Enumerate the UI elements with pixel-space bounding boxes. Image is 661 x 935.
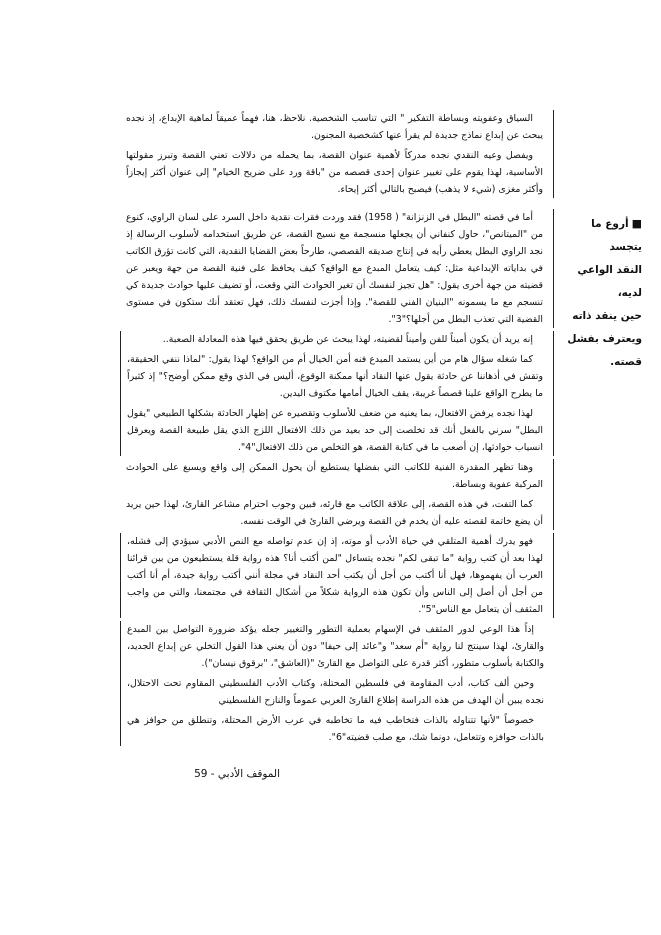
pull-quote-line-5: قصته. <box>610 356 642 368</box>
article-body <box>120 110 548 749</box>
pull-quote-line-3: حين ينقد ذاته <box>572 310 642 322</box>
pull-quote-line-2: النقد الواعي لديه، <box>577 264 642 299</box>
text-block-2 <box>120 209 554 328</box>
paragraph-3: أما في قصته "البطل في الزنزانة" ( 1958) فقد وردت فقرات نقدية داخل السرد على لسان الراوي، كنوع من "الميتانص"، حاول كنفاني أن يجعلها منسجمة مع نسيج القصة، عن طريق استخدامه لأسلوب الرسالة إذ نجد الراوي البطل يعطي رأيه في إنتاج صديقه القصصي، طارحاً بعض القضايا النقدية، التي كانت تؤرق الكاتب في بداياته الإبداعية مثل: كيف يتعامل المبدع مع الواقع؟ كيف يحافظ على فنية القصة من جهة ويعبر عن قضيته من جهة أخرى يقول: "هل تجيز لنفسك أن تغير الحوادث التي وقعت، أو تضيف عليها حوادث جديدة كي تنسجم مع ما يسمونه "البنيان الفني للقصة". وإذا أجزت لنفسك ذلك، فهل تعتقد أنك ستكون في مستوى القضية التي تعذب البطل من أجلها؟"3". <box>126 212 543 325</box>
paragraph-6: لهذا نجده يرفض الافتعال، بما يعنيه من ضعف للأسلوب وتقصيره عن إظهار الحادثة بشكلها الطبيعي "يقول البطل" سرني بالفعل أنك قد تخلصت إلى حد بعيد من ذلك الافتعال اللزج الذي يقل طبيعة القصة ويعرقل انسياب حوادثها، إن أصعب ما في كتابة القصة، هو التخلص من ذلك الافتعال"4". <box>127 408 543 453</box>
pull-quote <box>562 212 642 374</box>
paragraph-10: إذاً هذا الوعي لدور المثقف في الإسهام بعملية التطور والتغيير جعله يؤكد ضرورة التواصل بين المبدع والقارئ، لهذا سينتج لنا رواية "أم سعد" و"عائد إلى حيفا" دون أن يعني هذا القول التخلي عن إبداع الجديد، والكتابة بأسلوب متطور، أكثر قدرة على التواصل مع القارئ "(العاشق"، "برقوق نيسان"). <box>127 624 544 669</box>
text-block-6 <box>120 621 554 746</box>
text-block-1 <box>120 110 554 198</box>
paragraph-5: كما شغله سؤال هام من أين يستمد المبدع فنه أمن الخيال أم من الواقع؟ لهذا يقول: "لماذا ننفي الحقيقة، وتقش في أذهاننا عن حادثة يقول عنها النقاد أنها ممكنة الوقوع، أليس في الذي وقع ممكن أوضح؟" إذ كثيراً ما يطرح الواقع علينا قصصاً غريبة، يقف الخيال أمامها مكتوف اليدين. <box>127 354 543 399</box>
paragraph-7: وهنا تظهر المقدرة الفنية للكاتب التي بفضلها يستطيع أن يحول الممكن إلى واقع ويسبغ على الحوادث المركبة عفوية وبساطة. <box>126 462 543 490</box>
paragraph-1: السياق وعفويته وبساطة التفكير " التي تناسب الشخصية. نلاحظ، هنا، فهماً عميقاً لماهية الإبداع، إذ نجده يبحث عن إبداع نماذج جديدة لم يقرأ عنها كشخصية المجنون. <box>126 113 543 141</box>
paragraph-8: كما التفت، في هذه القصة، إلى علاقة الكاتب مع قارئه، فبين وجوب احترام مشاعر القارئ، لهذا حين يريد أن يضع خاتمة لقصته عليه أن يخدم فن القصة ويرضي القارئ في الوقت نفسه. <box>126 499 543 527</box>
page-footer: الموقف الأدبي - 59 <box>194 768 280 780</box>
text-block-3 <box>120 331 554 456</box>
paragraph-4: إنه يريد أن يكون أميناً للفن وأميناً لقضيته، لهذا يبحث عن طريق يحقق فيها هذه المعادلة الصعبة.. <box>162 334 533 345</box>
pull-quote-line-4: ويعترف بفشل <box>567 333 642 345</box>
paragraph-2: ويفصل وعيه النقدي نجده مدركاً لأهمية عنوان القصة، بما يحمله من دلالات تعني القصة وتبرز مقولتها الأساسية، لهذا يقوم على تغيير عنوان إحدى قصصه من "باقة ورد على ضريح الخيام" إلى عنوان أكثر إيجازاً وأكثر مغزى (شيء لا يذهب) فيصبح بالتالي أكثر إيحاء. <box>126 150 543 195</box>
paragraph-12: خصوصاً "لأنها تتناوله بالذات فتخاطب فيه ما تخاطبه في عرب الأرض المحتلة، وتنطلق من حوافز هي بالذات حوافزه وتتعامل، دونما شك، مع صلب قضيته"6". <box>127 715 544 743</box>
text-block-5 <box>120 533 554 618</box>
pull-quote-line-1: ■أروع ما يتجسد <box>591 217 642 253</box>
paragraph-11: وحين ألف كتاب، أدب المقاومة في فلسطين المحتلة، وكتاب الأدب الفلسطيني المقاوم تحت الاحتلال، نجده يبين أن الهدف من هذه الدراسة إطلاع القارئ العربي عموماً والنازح الفلسطيني <box>127 678 544 706</box>
text-block-4 <box>120 459 554 530</box>
square-bullet-icon: ■ <box>631 217 642 230</box>
paragraph-9: فهو يدرك أهمية المتلقي في حياة الأدب أو موته، إذ إن عدم تواصله مع النص الأدبي سيؤدي إلى فشله، لهذا بعد أن كتب رواية "ما تبقى لكم" نجده يتساءل "لمن أكتب أنا؟ هذه رواية قلة يستطيعون من بين قرائنا العرب أن يفهموها، فهل أنا أكتب من أجل أن يكتب أحد النقاد في مجلة أنني أكتب رواية جيدة، أم أنا أكتب من أجل أن أصل إلى الناس وأن تكون هذه الرواية شكلاً من أشكال الثقافة في مجتمعنا، والتي من واجب المثقف أن يتعامل مع الناس"5". <box>127 536 543 615</box>
